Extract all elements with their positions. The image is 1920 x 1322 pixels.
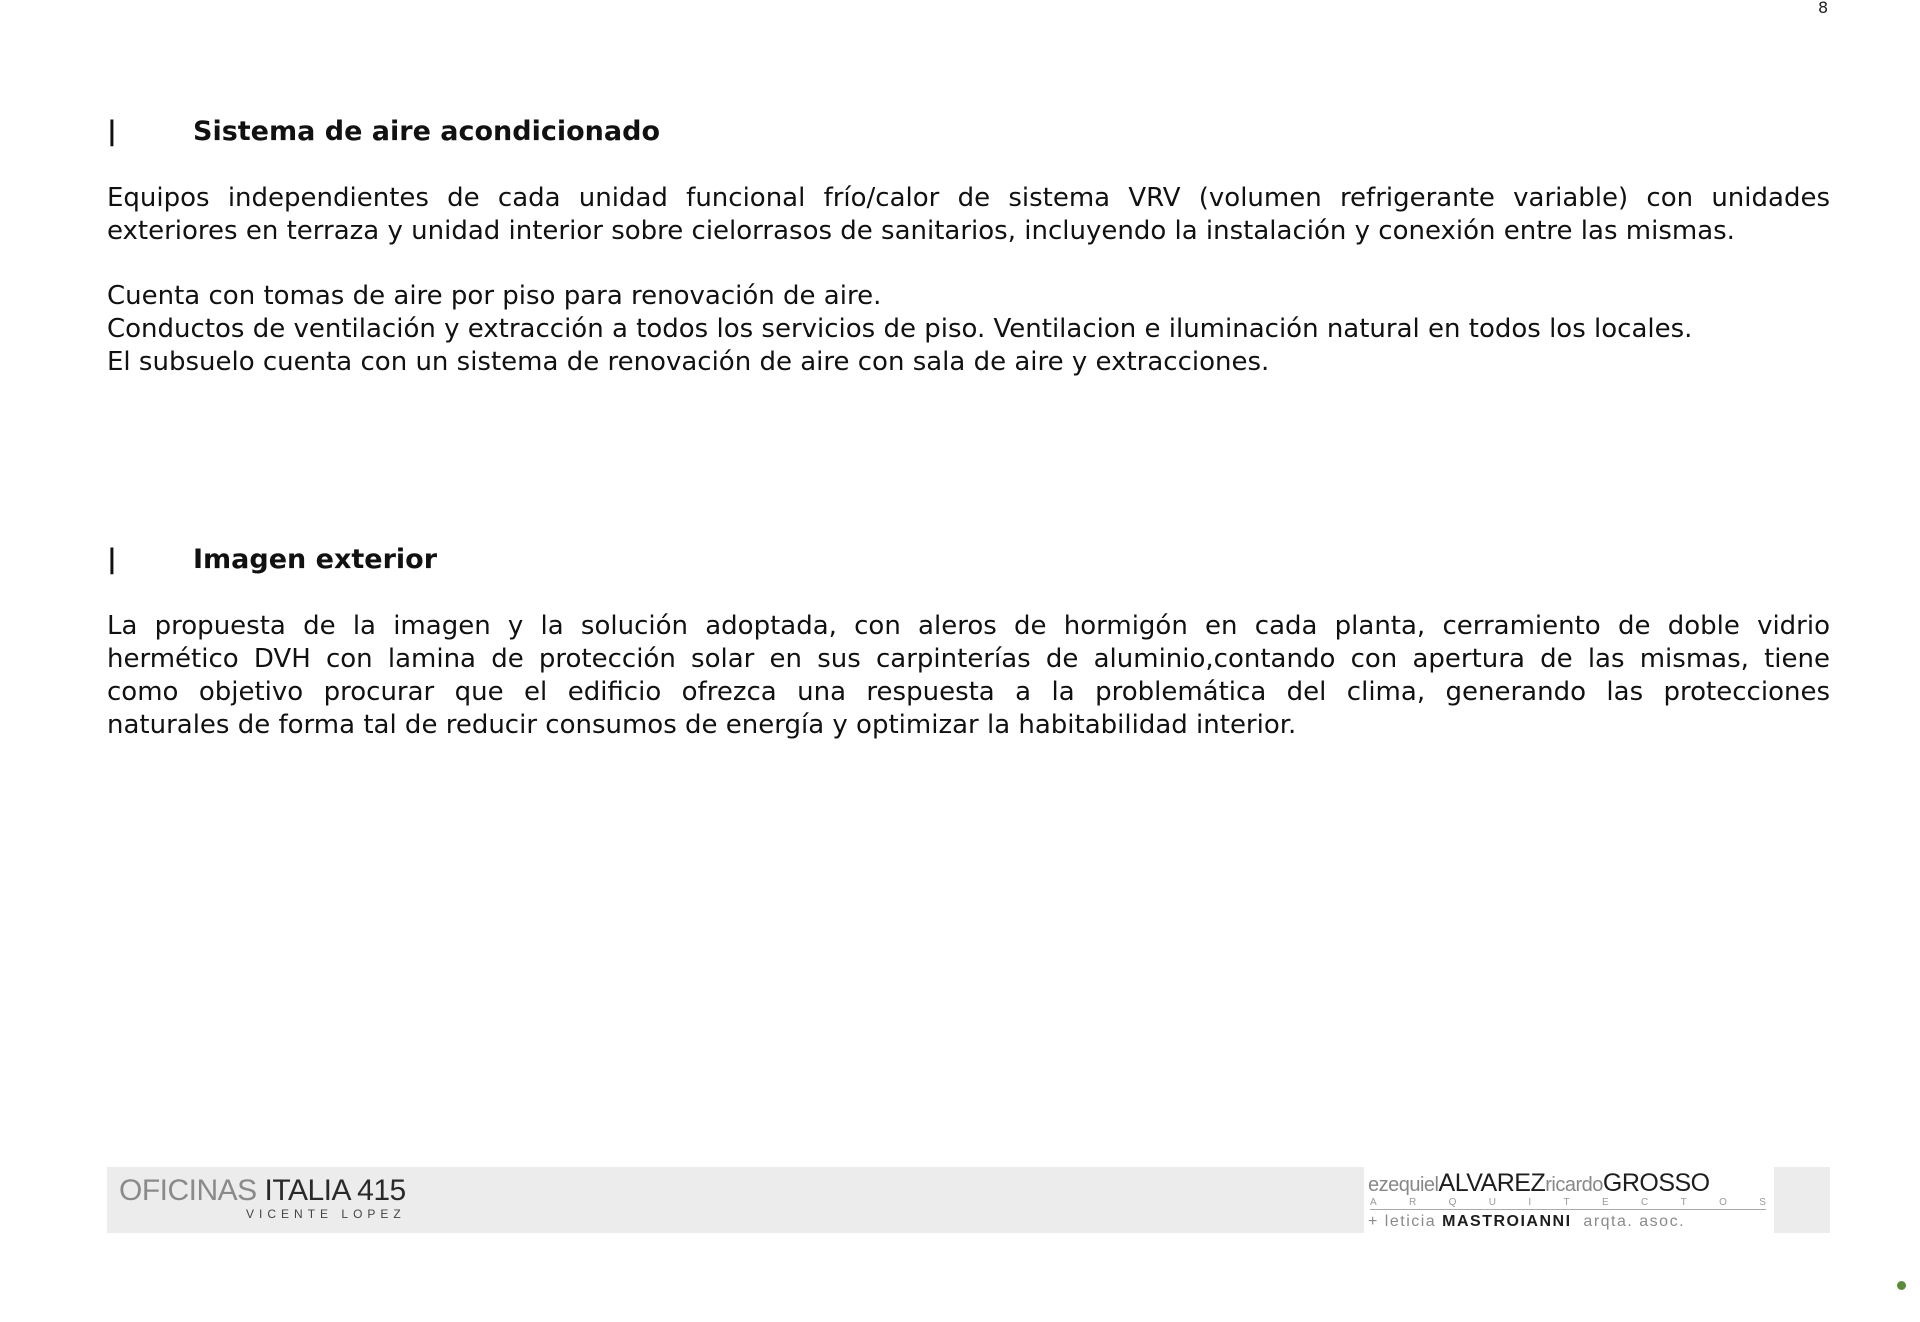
project-name	[119, 1175, 406, 1207]
text-line: El subsuelo cuenta con un sistema de renovación de aire con sala de aire y extracciones.	[107, 347, 1270, 377]
firm-letter: T	[1563, 1197, 1570, 1208]
firm-letter: O	[1719, 1197, 1727, 1208]
project-logo	[119, 1175, 406, 1221]
firm-arquitectos	[1370, 1197, 1766, 1210]
section-imagen-exterior	[107, 544, 1830, 742]
section-marker: |	[107, 116, 117, 147]
page-number: 8	[1818, 0, 1829, 17]
project-name-dark: ITALIA 415	[264, 1174, 406, 1207]
firm-letter: A	[1370, 1197, 1377, 1208]
text-line: Conductos de ventilación y extracción a todos los servicios de piso. Ventilacion e iluminación natural en todos los locales.	[107, 314, 1693, 344]
firm-last-name-1: ALVAREZ	[1438, 1169, 1546, 1197]
firm-letter: U	[1488, 1197, 1496, 1208]
firm-letter: I	[1528, 1197, 1532, 1208]
text-line: Cuenta con tomas de aire por piso para renovación de aire.	[107, 281, 882, 311]
section-heading	[107, 116, 1830, 156]
text-line: naturales de forma tal de reducir consumos de energía y optimizar la habitabilidad interior.	[107, 710, 1297, 740]
section-title: Imagen exterior	[193, 544, 438, 575]
text-line: Equipos independientes de cada unidad funcional frío/calor de sistema VRV (volumen refrigerante variable) con unidades	[107, 183, 1830, 213]
firm-last-name-2: GROSSO	[1602, 1169, 1710, 1197]
firm-letter: T	[1680, 1197, 1687, 1208]
section-marker: |	[107, 544, 117, 575]
section-title: Sistema de aire acondicionado	[193, 116, 660, 147]
footer-band	[107, 1167, 1830, 1233]
green-dot-icon	[1897, 1281, 1906, 1290]
project-name-light: OFICINAS	[119, 1174, 265, 1207]
paragraph	[107, 182, 1830, 248]
text-line: hermético DVH con lamina de protección solar en sus carpinterías de aluminio,contando con apertura de las mismas, tiene	[107, 644, 1830, 674]
associate-suffix: arqta. asoc.	[1571, 1213, 1686, 1230]
section-heading	[107, 544, 1830, 584]
text-line: como objetivo procurar que el edificio ofrezca una respuesta a la problemática del clima, generando las protecciones	[107, 677, 1830, 707]
associate-name: MASTROIANNI	[1442, 1213, 1572, 1230]
firm-letter: C	[1641, 1197, 1649, 1208]
paragraph	[107, 610, 1830, 742]
project-location: VICENTE LOPEZ	[246, 1207, 406, 1221]
firm-first-name-1: ezequiel	[1368, 1174, 1439, 1196]
firm-letter: Q	[1448, 1197, 1457, 1208]
paragraph	[107, 280, 1830, 379]
firm-associate	[1368, 1213, 1685, 1231]
firm-logo	[1364, 1167, 1774, 1233]
firm-letter: S	[1759, 1197, 1766, 1208]
firm-letter: E	[1601, 1197, 1609, 1208]
text-line: exteriores en terraza y unidad interior sobre cielorrasos de sanitarios, incluyendo la instalación y conexión entre las mismas.	[107, 216, 1735, 246]
firm-letter: R	[1409, 1197, 1417, 1208]
section-aire-acondicionado	[107, 116, 1830, 379]
firm-first-name-2: ricardo	[1545, 1174, 1603, 1196]
associate-prefix: + leticia	[1368, 1213, 1443, 1230]
firm-names	[1368, 1169, 1710, 1198]
text-line: La propuesta de la imagen y la solución adoptada, con aleros de hormigón en cada planta, cerramiento de doble vidrio	[107, 611, 1830, 641]
